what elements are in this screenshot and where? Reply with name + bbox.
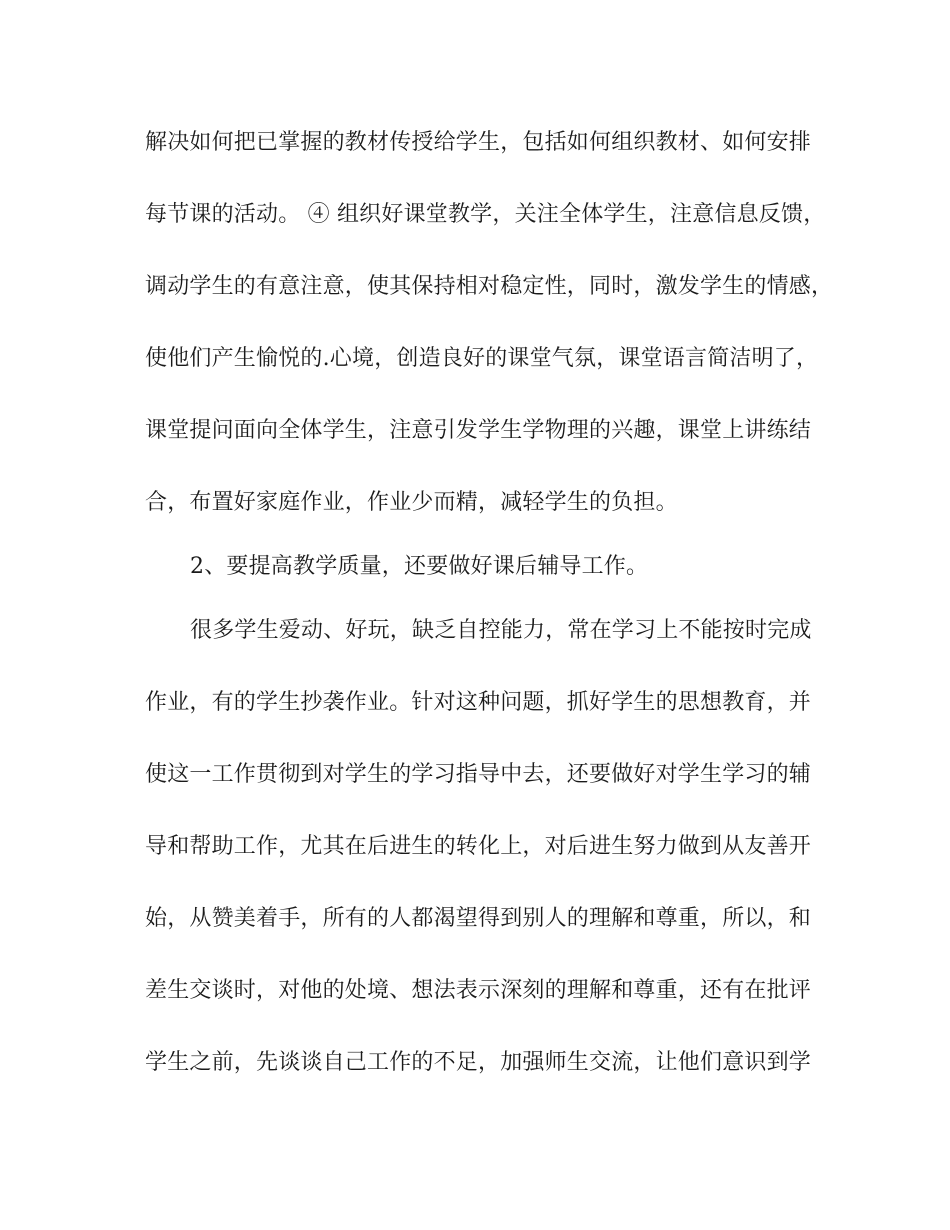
text-line-2: 每节课的活动。 ④ 组织好课堂教学，关注全体学生，注意信息反馈， bbox=[145, 202, 826, 227]
text-line-4: 使他们产生愉悦的.心境，创造良好的课堂气氛，课堂语言简洁明了， bbox=[145, 346, 819, 371]
text-line-3: 调动学生的有意注意，使其保持相对稳定性，同时，激发学生的情感， bbox=[145, 274, 834, 299]
text-line-5: 课堂提问面向全体学生，注意引发学生学物理的兴趣，课堂上讲练结 bbox=[145, 418, 812, 443]
text-line-11: 导和帮助工作，尤其在后进生的转化上，对后进生努力做到从友善开 bbox=[145, 834, 812, 859]
text-line-9: 作业，有的学生抄袭作业。针对这种问题，抓好学生的思想教育，并 bbox=[145, 690, 812, 715]
text-line-8: 很多学生爱动、好玩，缺乏自控能力，常在学习上不能按时完成 bbox=[190, 618, 812, 643]
text-line-13: 差生交谈时，对他的处境、想法表示深刻的理解和尊重，还有在批评 bbox=[145, 978, 812, 1003]
text-line-1: 解决如何把已掌握的教材传授给学生，包括如何组织教材、如何安排 bbox=[145, 130, 812, 155]
text-line-12: 始，从赞美着手，所有的人都渴望得到别人的理解和尊重，所以，和 bbox=[145, 906, 812, 931]
section-heading-2: 2、要提高教学质量，还要做好课后辅导工作。 bbox=[190, 554, 649, 579]
text-line-6: 合，布置好家庭作业，作业少而精，减轻学生的负担。 bbox=[145, 490, 678, 515]
text-line-10: 使这一工作贯彻到对学生的学习指导中去，还要做好对学生学习的辅 bbox=[145, 762, 812, 787]
text-line-14: 学生之前，先谈谈自己工作的不足，加强师生交流，让他们意识到学 bbox=[145, 1050, 812, 1075]
